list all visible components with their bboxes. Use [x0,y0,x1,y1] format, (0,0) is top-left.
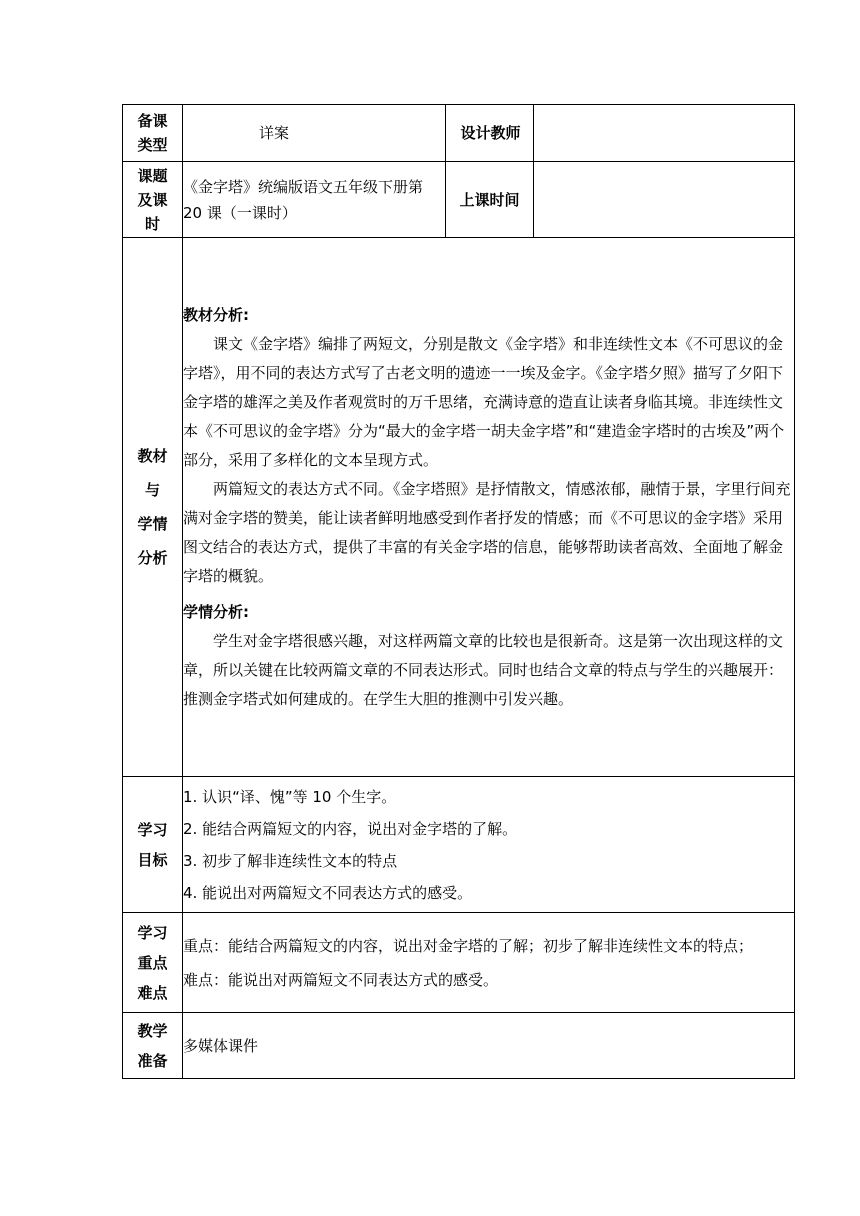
topic-value: 《金字塔》统编版语文五年级下册第 20 课（一课时） [183,162,446,238]
preparation-label-line: 准备 [137,1051,168,1070]
objective-item: 4. 能说出对两篇短文不同表达方式的感受。 [183,883,473,902]
textbook-analysis-paragraph: 两篇短文的表达方式不同。《金字塔照》是抒情散文，情感浓郁，融情于景，字里行间充满对金字塔的赞美，能让读者鲜明地感受到作者抒发的情感；而《不可思议的金字塔》采用图文结合的表达方式，提供了丰富的有关金字塔的信息，能够帮助读者高效、全面地了解金字塔的概貌。 [183,480,791,585]
preparation-label [123,1013,183,1079]
row-analysis [123,238,795,777]
objectives-label [123,777,183,913]
topic-label-line: 时 [144,214,160,233]
objectives-content [183,777,795,913]
preparation-label-line: 教学 [137,1021,168,1040]
difficulty-text: 难点：能说出对两篇短文不同表达方式的感受。 [183,970,499,989]
key-difficult-label-line: 重点 [137,953,168,972]
key-difficult-label-line: 学习 [137,923,168,942]
prep-type-value: 详案 [183,105,446,162]
row-key-difficult [123,913,795,1013]
row-prep-type [123,105,795,162]
objective-item: 2. 能结合两篇短文的内容，说出对金字塔的了解。 [183,819,518,838]
student-analysis-paragraph: 学生对金字塔很感兴趣，对这样两篇文章的比较也是很新奇。这是第一次出现这样的文章，所以关键在比较两篇文章的不同表达形式。同时也结合文章的特点与学生的兴趣展开：推测金字塔式如何建成的。在学生大胆的推测中引发兴趣。 [183,632,784,708]
lesson-plan-table [122,104,795,1079]
prep-type-label-line: 类型 [137,136,168,154]
objective-item: 3. 初步了解非连续性文本的特点 [183,851,398,870]
topic-label-line: 课题 [137,166,168,185]
key-point-text: 重点：能结合两篇短文的内容，说出对金字塔的了解；初步了解非连续性文本的特点； [183,936,754,955]
analysis-label-line: 学情 [137,515,168,533]
prep-type-label-line: 备课 [137,112,168,130]
key-difficult-content [183,913,795,1013]
objectives-label-line: 学习 [137,820,168,839]
class-time-label: 上课时间 [446,162,534,238]
preparation-text: 多媒体课件 [183,1036,259,1055]
preparation-content [183,1013,795,1079]
textbook-analysis-paragraph: 课文《金字塔》编排了两短文，分别是散文《金字塔》和非连续性文本《不可思议的金字塔》，用不同的表达方式写了古老文明的遗迹一一埃及金字。《金字塔夕照》描写了夕阳下金字塔的雄浑之美及作者观赏时的万千思绪，充满诗意的造直让读者身临其境。非连续性文本《不可思议的金字塔》分为“最大的金字塔一胡夫金字塔”和“建造金字塔时的古埃及”两个部分，采用了多样化的文本呈现方式。 [183,335,785,469]
objective-item: 1. 认识“译、愧”等 10 个生字。 [183,787,397,806]
analysis-label-line: 分析 [137,549,168,567]
designer-label: 设计教师 [446,105,534,162]
row-topic [123,162,795,238]
row-preparation [123,1013,795,1079]
analysis-label-line: 教材 [137,447,168,465]
class-time-value [534,162,795,238]
analysis-label-line: 与 [144,481,160,499]
key-difficult-label [123,913,183,1013]
row-objectives [123,777,795,913]
objectives-label-line: 目标 [137,850,168,869]
student-analysis-heading: 学情分析: [183,603,249,621]
key-difficult-label-line: 难点 [137,983,168,1002]
prep-type-label [123,105,183,162]
topic-label-line: 及课 [137,190,168,209]
designer-value [534,105,795,162]
analysis-label [123,238,183,777]
analysis-content [183,238,795,777]
textbook-analysis-heading: 教材分析: [183,306,249,324]
topic-label [123,162,183,238]
